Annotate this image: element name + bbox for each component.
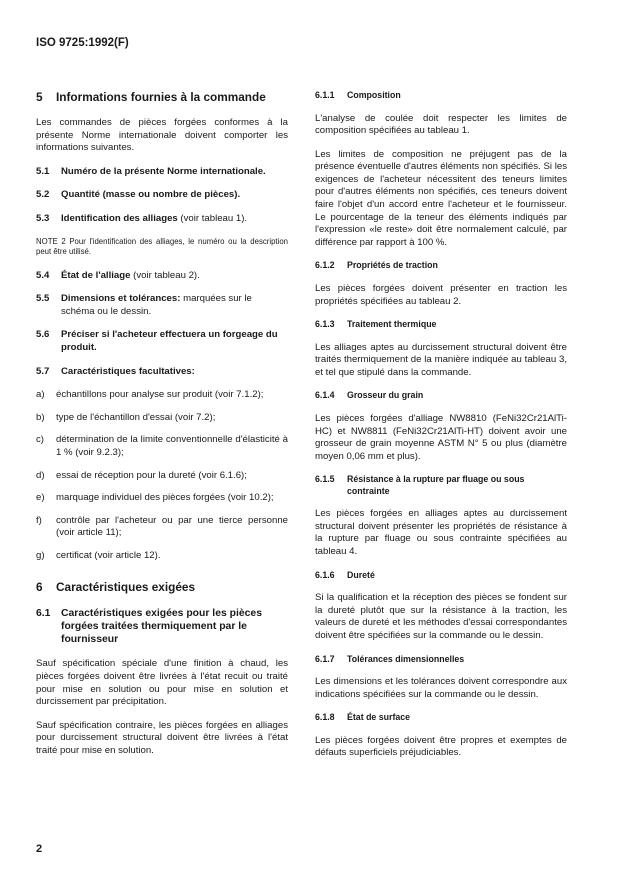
clause-number: 5.7 [36, 365, 50, 377]
clause-5-1 [36, 166, 288, 179]
list-item [36, 470, 288, 483]
section-5-intro: Les commandes de pièces forgées conformes à la présente Norme internationale doivent comporter les informations suivantes. [36, 117, 288, 154]
item-marker: g) [36, 549, 45, 561]
item-marker: a) [36, 389, 45, 401]
clause-6-1-7 [315, 654, 567, 666]
clause-6-1-6-paragraph: Si la qualification et la réception des pièces se fondent sur la dureté plutôt que sur la résistance à la traction, les valeurs de dureté et les méthodes d'essai correspondantes doivent être spécifiées sur la commande ou le dessin. [315, 592, 567, 641]
section-number: 6 [36, 580, 43, 595]
clause-number: 6.1.7 [315, 653, 335, 664]
item-marker: e) [36, 492, 45, 504]
item-text: détermination de la limite conventionnelle d'élasticité à 1 % (voir 9.2.3); [56, 434, 288, 458]
clause-5-6 [36, 329, 288, 354]
right-column [315, 90, 567, 771]
clause-6-1-2-paragraph: Les pièces forgées doivent présenter en traction les propriétés spécifiées au tableau 2. [315, 282, 567, 307]
clause-6-1-3-paragraph: Les alliages aptes au durcissement structural doivent être traités thermiquement de la manière indiquée au tableau 3, et tel que stipulé dans la commande. [315, 341, 567, 378]
clause-6-1-3 [315, 319, 567, 331]
clause-number: 5.6 [36, 329, 50, 341]
item-marker: d) [36, 469, 45, 481]
clause-6-1-1 [315, 90, 567, 102]
list-item [36, 515, 288, 540]
clause-title: Caractéristiques facultatives: [61, 365, 195, 377]
clause-6-1-4 [315, 390, 567, 402]
list-item [36, 492, 288, 505]
item-text: type de l'échantillon d'essai (voir 7.2); [56, 411, 216, 423]
clause-5-7 [36, 366, 288, 379]
clause-6-1 [36, 607, 288, 646]
clause-5-4 [36, 270, 288, 283]
clause-title: Tolérances dimensionnelles [347, 653, 465, 664]
clause-6-1-7-paragraph: Les dimensions et les tolérances doivent correspondre aux indications spécifiées sur la commande ou le dessin. [315, 676, 567, 700]
clause-title: Dimensions et tolérances: [61, 293, 181, 305]
clause-text: (voir tableau 1). [177, 212, 248, 224]
clause-6-1-1-paragraph-1: L'analyse de coulée doit respecter les limites de composition spécifiées au tableau 1. [315, 112, 567, 137]
clause-6-1-2 [315, 260, 567, 272]
clause-number: 6.1.5 [315, 474, 335, 485]
clause-title: Dureté [347, 569, 375, 580]
item-marker: b) [36, 411, 45, 423]
clause-title: Quantité (masse ou nombre de pièces). [61, 189, 241, 201]
clause-number: 6.1.6 [315, 569, 335, 580]
clause-number: 6.1.4 [315, 390, 335, 401]
clause-6-1-5 [315, 474, 567, 497]
item-text: contrôle par l'acheteur ou par une tierce personne (voir article 11); [56, 514, 288, 539]
page-number: 2 [36, 843, 43, 855]
item-marker: f) [36, 514, 42, 526]
item-text: marquage individuel des pièces forgées (voir 10.2); [56, 492, 274, 504]
section-6-heading [36, 580, 288, 595]
clause-number: 6.1.8 [315, 712, 335, 723]
clause-5-3 [36, 213, 288, 226]
clause-number: 5.5 [36, 293, 50, 305]
item-text: essai de réception pour la dureté (voir 6.1.6); [56, 469, 247, 481]
clause-title: Composition [347, 90, 401, 100]
clause-title: État de surface [347, 712, 411, 723]
clause-title: Propriétés de traction [347, 260, 438, 271]
clause-number: 5.3 [36, 212, 50, 224]
section-number: 5 [36, 90, 43, 104]
clause-title: Préciser si l'acheteur effectuera un forgeage du produit. [61, 329, 278, 353]
note-2: NOTE 2 Pour l'identification des alliages, le numéro ou la description peut être utilisé. [36, 236, 288, 256]
clause-6-1-paragraph-2: Sauf spécification contraire, les pièces forgées en alliages pour durcissement structural doivent être livrées à l'état traité pour mise en solution. [36, 719, 288, 757]
clause-6-1-4-paragraph: Les pièces forgées d'alliage NW8810 (FeNi32Cr21AlTi-HC) et NW8811 (FeNi32Cr21AlTi-HT) doivent avoir une grosseur de grain moyenne ASTM N° 5 ou plus (diamètre moyen 0,06 mm et plus). [315, 412, 567, 462]
clause-5-5 [36, 293, 288, 318]
clause-6-1-5-paragraph: Les pièces forgées en alliages aptes au durcissement structural doivent présenter les propriétés de résistance à la rupture par fluage ou sous contrainte spécifiées au tableau 4. [315, 508, 567, 558]
page-header: ISO 9725:1992(F) [36, 37, 129, 49]
clause-text: (voir tableau 2). [130, 269, 200, 281]
clause-title: État de l'alliage [61, 269, 131, 281]
clause-number: 6.1.3 [315, 319, 335, 330]
clause-number: 5.1 [36, 165, 50, 177]
clause-title: Caractéristiques exigées pour les pièces forgées traitées thermiquement par le fournisseur [61, 608, 262, 646]
clause-title: Traitement thermique [347, 319, 437, 330]
section-title: Caractéristiques exigées [56, 580, 196, 595]
clause-6-1-1-paragraph-2: Les limites de composition ne préjugent pas de la présence éventuelle d'autres éléments non spécifiés. Si les exigences de l'acheteur nécessitent des teneurs limites pour d'autres éléments non spécifiés, ces teneurs doivent faire l'objet d'un accord entre l'acheteur et le fournisseur. Le pourcentage de la teneur des éléments indiqués par l'expression «le reste» doit être normalement calculé, par différence par rapport à 100 %. [315, 148, 567, 248]
optional-items-list [36, 389, 288, 562]
list-item [36, 412, 288, 425]
clause-number: 6.1.1 [315, 90, 335, 100]
clause-number: 6.1 [36, 608, 51, 620]
clause-number: 5.4 [36, 269, 50, 281]
list-item [36, 550, 288, 563]
item-marker: c) [36, 434, 44, 446]
item-text: échantillons pour analyse sur produit (voir 7.1.2); [56, 389, 264, 401]
clause-6-1-6 [315, 570, 567, 582]
clause-text: marquées sur le schéma ou le dessin. [61, 293, 252, 317]
clause-title: Identification des alliages [61, 212, 178, 224]
section-title: Informations fournies à la commande [56, 90, 266, 104]
clause-6-1-paragraph-1: Sauf spécification spéciale d'une finition à chaud, les pièces forgées doivent être livrées à l'état recuit ou traité pour mise en solution ou pour mise en solution et durcissement par précipitation. [36, 658, 288, 708]
section-5-heading [36, 90, 288, 105]
clause-5-2 [36, 189, 288, 202]
list-item [36, 434, 288, 459]
clause-title: Grosseur du grain [347, 390, 424, 401]
clause-title: Résistance à la rupture par fluage ou sous contrainte [347, 474, 525, 496]
list-item [36, 389, 288, 402]
item-text: certificat (voir article 12). [56, 549, 161, 561]
clause-title: Numéro de la présente Norme internationale. [61, 165, 266, 177]
clause-number: 6.1.2 [315, 260, 335, 271]
clause-6-1-8-paragraph: Les pièces forgées doivent être propres et exemptes de défauts superficiels préjudiciables. [315, 734, 567, 759]
clause-number: 5.2 [36, 189, 50, 201]
clause-6-1-8 [315, 712, 567, 724]
left-column [36, 90, 288, 769]
